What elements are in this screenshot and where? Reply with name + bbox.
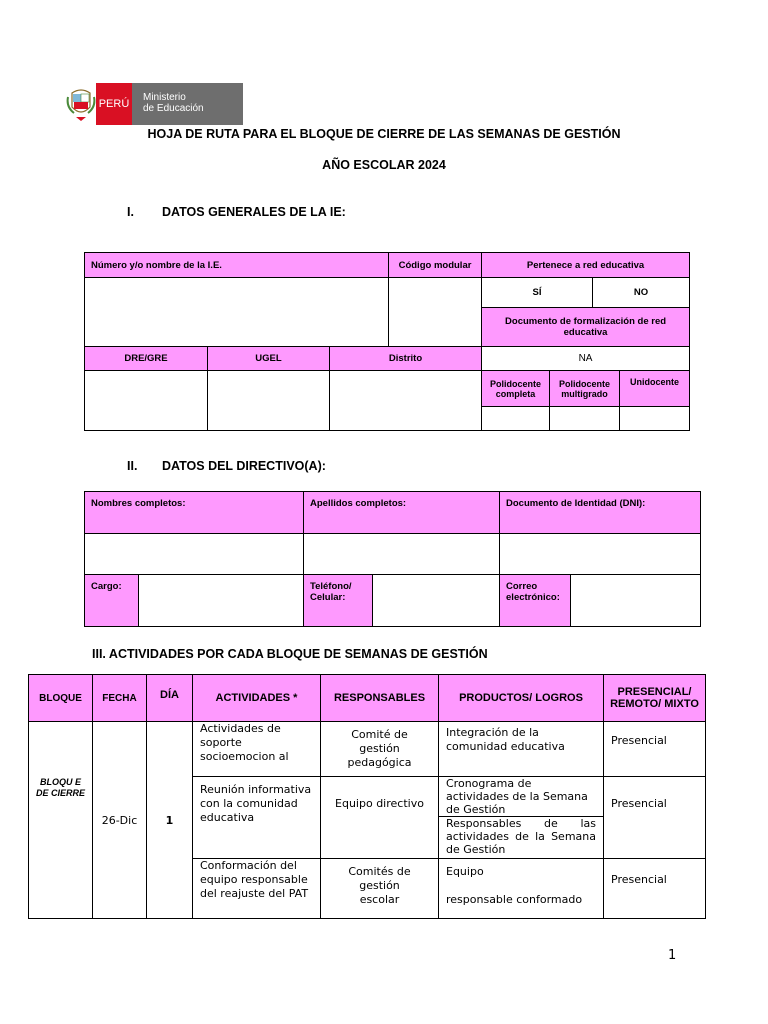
product-cell: Cronograma de actividades de la Semana de Gestión: [439, 777, 603, 817]
responsibles-header: RESPONSABLES: [321, 675, 439, 722]
network-header: Pertenece a red educativa: [482, 253, 690, 278]
ministry-line-2: de Educación: [143, 103, 204, 114]
coat-of-arms-icon: [66, 83, 96, 125]
full-names-header: Nombres completos:: [85, 492, 304, 534]
network-yes-label: SÍ: [482, 278, 593, 308]
polidocente-completa-field[interactable]: [482, 407, 550, 431]
dre-field[interactable]: [85, 371, 208, 431]
polidocente-multigrado-header: Polidocente multigrado: [550, 371, 620, 407]
position-field[interactable]: [139, 575, 304, 627]
activities-table: [28, 674, 706, 919]
ugel-field[interactable]: [208, 371, 330, 431]
day-header: DÍA: [147, 675, 193, 722]
unidocente-header: Unidocente: [620, 371, 690, 407]
ministry-label: [132, 83, 243, 125]
surnames-header: Apellidos completos:: [304, 492, 500, 534]
email-header: Correo electrónico:: [500, 575, 571, 627]
activities-header: ACTIVIDADES *: [193, 675, 321, 722]
product-cell-secondary: Responsables de las actividades de la Semana de Gestión: [446, 817, 596, 856]
dre-header: DRE/GRE: [85, 347, 208, 371]
modality-cell: Presencial: [604, 722, 706, 777]
modular-code-field[interactable]: [389, 278, 482, 347]
formalization-doc-value: NA: [482, 347, 690, 371]
section-1-number: I.: [127, 205, 134, 219]
activity-cell: Reunión informativa con la comunidad educativa: [193, 777, 321, 859]
ie-name-field[interactable]: [85, 278, 389, 347]
responsible-cell: Comité de gestión pedagógica: [321, 722, 439, 777]
product-cell-split: [439, 777, 604, 859]
document-title: HOJA DE RUTA PARA EL BLOQUE DE CIERRE DE LAS SEMANAS DE GESTIÓN: [147, 127, 621, 141]
dni-header: Documento de Identidad (DNI):: [500, 492, 701, 534]
modular-code-header: Código modular: [389, 253, 482, 278]
ministry-line-1: Ministerio: [143, 92, 186, 103]
surnames-field[interactable]: [304, 534, 500, 575]
full-names-field[interactable]: [85, 534, 304, 575]
network-no-label: NO: [593, 278, 690, 308]
director-data-table: [84, 491, 701, 627]
modality-cell: Presencial: [604, 859, 706, 919]
date-header: FECHA: [93, 675, 147, 722]
dni-field[interactable]: [500, 534, 701, 575]
section-2-number: II.: [127, 459, 138, 473]
section-3-title: ACTIVIDADES POR CADA BLOQUE DE SEMANAS DE GESTIÓN: [108, 647, 488, 661]
activity-cell: Actividades de soporte socioemocion al: [193, 722, 321, 777]
minedu-logo: [66, 83, 243, 125]
email-field[interactable]: [571, 575, 701, 627]
unidocente-field[interactable]: [620, 407, 690, 431]
responsible-cell: Equipo directivo: [321, 777, 439, 859]
date-cell: 26-Dic: [93, 722, 147, 919]
section-1-title: DATOS GENERALES DE LA IE:: [162, 205, 346, 219]
responsible-cell: Comités de gestión escolar: [321, 859, 439, 919]
products-header: PRODUCTOS/ LOGROS: [439, 675, 604, 722]
district-header: Distrito: [330, 347, 482, 371]
product-cell-split: [439, 859, 604, 919]
section-2-title: DATOS DEL DIRECTIVO(A):: [162, 459, 326, 473]
activity-cell: Conformación del equipo responsable del reajuste del PAT: [193, 859, 321, 919]
block-header: BLOQUE: [29, 675, 93, 722]
product-cell: Integración de la comunidad educativa: [439, 722, 604, 777]
product-cell-secondary: responsable conformado: [446, 893, 583, 906]
polidocente-completa-header: Polidocente completa: [482, 371, 550, 407]
page-number: 1: [668, 948, 677, 963]
school-year: AÑO ESCOLAR 2024: [322, 158, 446, 172]
modality-cell: Presencial: [604, 777, 706, 859]
product-cell: Equipo: [446, 865, 484, 878]
school-data-table: [84, 252, 690, 431]
peru-label: PERÚ: [96, 83, 132, 125]
block-cell: BLOQU E DE CIERRE: [29, 722, 93, 919]
phone-header: Teléfono/ Celular:: [304, 575, 373, 627]
ie-name-header: Número y/o nombre de la I.E.: [85, 253, 389, 278]
phone-field[interactable]: [373, 575, 500, 627]
position-header: Cargo:: [85, 575, 139, 627]
modality-header: PRESENCIAL/ REMOTO/ MIXTO: [604, 675, 706, 722]
section-3-number: III.: [92, 647, 106, 661]
section-3-heading: [92, 647, 488, 661]
formalization-doc-header: Documento de formalización de red educativa: [482, 308, 690, 347]
day-cell: 1: [147, 722, 193, 919]
polidocente-multigrado-field[interactable]: [550, 407, 620, 431]
district-field[interactable]: [330, 371, 482, 431]
ugel-header: UGEL: [208, 347, 330, 371]
